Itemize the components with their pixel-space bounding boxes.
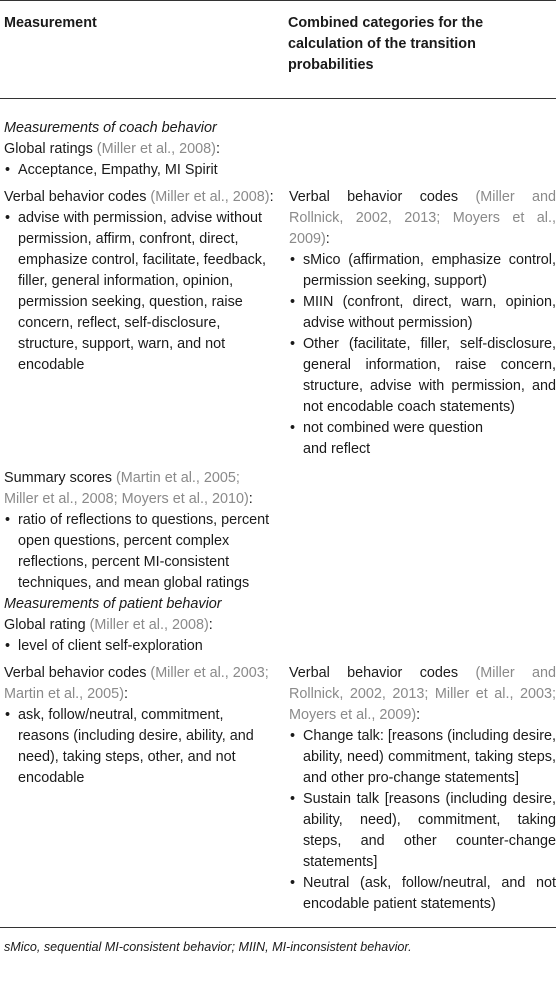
list-item: • sMico (affirmation, emphasize control, permission seeking, support)	[289, 250, 556, 292]
citation: (Miller et al., 2008)	[89, 617, 209, 633]
coach-summary-scores: Summary scores (Martin et al., 2005; Miller et al., 2008; Moyers et al., 2010):	[4, 470, 253, 507]
coach-section-title: Measurements of coach behavior	[4, 120, 217, 136]
list-item: • Sustain talk [reasons (including desire, ability, need), commitment, taking steps, and other counter-change statements]	[289, 789, 556, 873]
list-item: • ask, follow/neutral, commitment, reasons (including desire, ability, and need), taking steps, other, and not encodable	[4, 705, 276, 789]
coach-global-ratings: Global ratings (Miller et al., 2008):	[4, 141, 220, 157]
coach-verbal-row	[0, 187, 556, 460]
citation: (Miller and Rollnick, 2002, 2013; Miller et al., 2003; Moyers et al., 2009)	[288, 665, 556, 723]
list-item: • MIIN (confront, direct, warn, opinion, advise without permission)	[289, 292, 556, 334]
coach-verbal-list	[4, 208, 276, 376]
list-item: • advise with permission, advise without permission, affirm, confront, direct, emphasize control, facilitate, feedback, filler, general information, opinion, permission seeking, question, raise concern, reflect, self-disclosure, structure, support, warn, and not encodable	[4, 208, 276, 376]
list-item: • Change talk: [reasons (including desire, ability, need) commitment, taking steps, and other pro-change statements]	[289, 726, 556, 789]
patient-verbal-list	[4, 705, 276, 789]
column-header-combined-categories: Combined categories for the calculation of the transition probabilities	[287, 15, 484, 73]
patient-verbal-codes: Verbal behavior codes (Miller et al., 2003; Martin et al., 2005):	[4, 665, 269, 702]
list-item: • not combined were question and reflect	[289, 418, 556, 460]
list-item: • Acceptance, Empathy, MI Spirit	[4, 160, 276, 181]
coach-section-row	[0, 118, 556, 181]
coach-summary-list	[4, 510, 276, 594]
citation: (Miller and Rollnick, 2002, 2013; Moyers et al., 2009)	[288, 189, 556, 247]
coach-combined-codes: Verbal behavior codes (Miller and Rollnick, 2002, 2013; Moyers et al., 2009):	[288, 189, 556, 247]
coach-global-ratings-list	[4, 160, 276, 181]
list-item: • level of client self-exploration	[4, 636, 276, 657]
table-footnote: sMico, sequential MI-consistent behavior; MIIN, MI-inconsistent behavior.	[0, 927, 556, 956]
patient-combined-list	[289, 726, 556, 915]
patient-section-row	[0, 594, 556, 657]
citation: (Martin et al., 2005; Miller et al., 2008; Moyers et al., 2010)	[4, 470, 249, 507]
table-header	[0, 0, 556, 99]
list-item: • Other (facilitate, filler, self-disclosure, general information, raise concern, structure, advise with permission, and not encodable coach statements)	[289, 334, 556, 418]
patient-combined-codes: Verbal behavior codes (Miller and Rollnick, 2002, 2013; Miller et al., 2003; Moyers et al., 2009):	[288, 665, 556, 723]
list-item: • Neutral (ask, follow/neutral, and not encodable patient statements)	[289, 873, 556, 915]
coach-verbal-codes: Verbal behavior codes (Miller et al., 2008):	[4, 189, 274, 205]
column-header-measurement: Measurement	[4, 15, 97, 31]
citation: (Miller et al., 2003; Martin et al., 2005)	[4, 665, 269, 702]
patient-section-title: Measurements of patient behavior	[4, 596, 222, 612]
patient-global-rating: Global rating (Miller et al., 2008):	[4, 617, 213, 633]
citation: (Miller et al., 2008)	[150, 189, 270, 205]
patient-verbal-row	[0, 663, 556, 915]
list-item: • ratio of reflections to questions, percent open questions, percent complex reflections, percent MI-consistent techniques, and mean global ratings	[4, 510, 276, 594]
citation: (Miller et al., 2008)	[96, 141, 216, 157]
coach-combined-list	[289, 250, 556, 460]
patient-global-rating-list	[4, 636, 276, 657]
coach-summary-row	[0, 468, 556, 594]
